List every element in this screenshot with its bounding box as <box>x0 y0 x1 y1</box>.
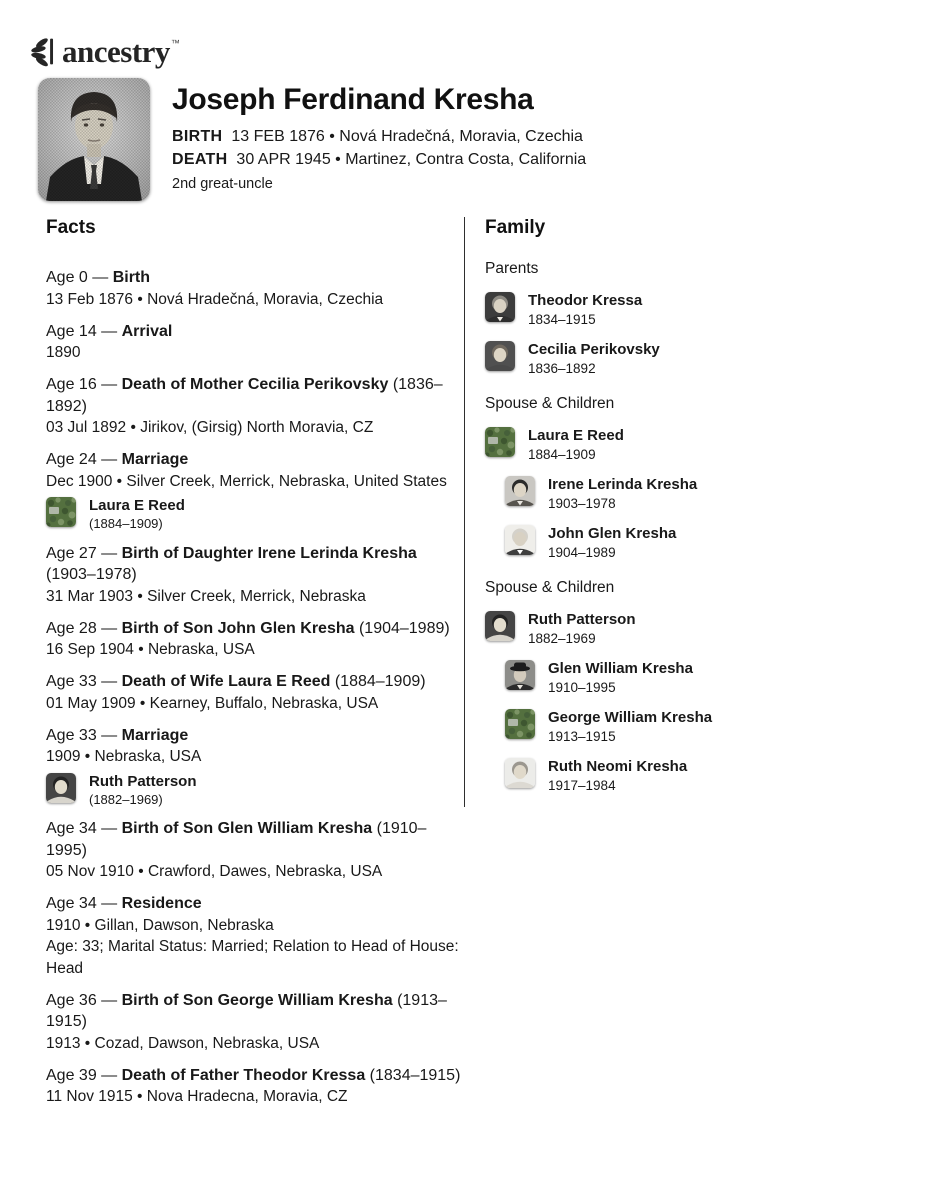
fact-item <box>46 1065 464 1108</box>
family-member-dates: 1913–1915 <box>548 729 616 744</box>
fact-item <box>46 543 464 608</box>
family-member-dates: 1903–1978 <box>548 496 616 511</box>
fact-person-dates: (1882–1969) <box>89 791 163 807</box>
family-member-text <box>528 611 636 647</box>
fact-detail: 16 Sep 1904 • Nebraska, USA <box>46 641 255 658</box>
facts-list <box>46 267 464 1108</box>
family-member-row <box>485 341 865 377</box>
family-group-label: Spouse & Children <box>485 579 615 596</box>
person-photo-thumbnail <box>505 525 535 555</box>
fact-item <box>46 618 464 661</box>
facts-section <box>46 217 464 1118</box>
fact-item <box>46 725 464 808</box>
fact-detail: 05 Nov 1910 • Crawford, Dawes, Nebraska, USA <box>46 863 383 880</box>
death-label: DEATH <box>172 150 228 168</box>
fact-detail: 1909 • Nebraska, USA <box>46 748 202 765</box>
fact-title: Age 33 — Death of Wife Laura E Reed (1884–1909) <box>46 673 426 690</box>
fact-detail: 1890 <box>46 344 81 361</box>
fact-detail: 1913 • Cozad, Dawson, Nebraska, USA <box>46 1034 320 1052</box>
fact-title: Age 28 — Birth of Son John Glen Kresha (1904–1989) <box>46 619 450 637</box>
person-photo-thumbnail <box>505 758 535 788</box>
fact-item <box>46 818 464 883</box>
fact-detail: 01 May 1909 • Kearney, Buffalo, Nebraska, USA <box>46 694 379 712</box>
fact-detail: 03 Jul 1892 • Jirikov, (Girsig) North Moravia, CZ <box>46 419 374 436</box>
family-member-row <box>505 758 865 794</box>
person-vitals <box>172 78 586 201</box>
profile-photo <box>38 78 150 201</box>
family-member-row <box>485 611 865 647</box>
family-member-row <box>505 525 865 561</box>
fact-title: Age 34 — Birth of Son Glen William Kresha (1910–1995) <box>46 820 427 859</box>
family-member-text <box>548 758 687 794</box>
family-member-text <box>548 525 676 561</box>
death-value: 30 APR 1945 • Martinez, Contra Costa, California <box>236 150 587 168</box>
family-member-name: Irene Lerinda Kresha <box>548 476 698 493</box>
page-title: Joseph Ferdinand Kresha <box>172 83 534 116</box>
fact-person-text <box>89 497 185 532</box>
fact-title: Age 33 — Marriage <box>46 726 189 744</box>
family-group-label: Parents <box>485 260 539 277</box>
family-member-text <box>548 709 712 745</box>
family-list <box>485 260 865 794</box>
birth-fact-line <box>172 125 586 148</box>
family-member-row <box>505 709 865 745</box>
birth-label: BIRTH <box>172 127 223 145</box>
family-member-name: Laura E Reed <box>528 427 624 444</box>
fact-item <box>46 671 464 714</box>
family-member-row <box>505 476 865 512</box>
family-section <box>464 217 865 807</box>
family-member-dates: 1910–1995 <box>548 680 616 695</box>
fact-person <box>46 497 464 532</box>
fact-detail: Dec 1900 • Silver Creek, Merrick, Nebraska, United States <box>46 472 447 490</box>
family-member-name: Ruth Patterson <box>528 611 636 628</box>
family-member-name: Ruth Neomi Kresha <box>548 758 688 775</box>
family-member-text <box>548 476 697 512</box>
fact-item <box>46 321 464 364</box>
person-photo-thumbnail <box>505 476 535 506</box>
person-header <box>38 78 926 201</box>
family-member-dates: 1884–1909 <box>528 447 596 462</box>
person-photo-thumbnail <box>46 497 76 527</box>
fact-person-dates: (1884–1909) <box>89 516 163 531</box>
family-group-label: Spouse & Children <box>485 395 615 412</box>
person-photo-thumbnail <box>485 611 515 641</box>
family-member-name: George William Kresha <box>548 709 713 726</box>
person-photo-thumbnail <box>485 292 515 322</box>
fact-item <box>46 449 464 532</box>
fact-detail: 1910 • Gillan, Dawson, Nebraska <box>46 916 274 934</box>
fact-item <box>46 374 464 439</box>
fact-title: Age 24 — Marriage <box>46 451 189 468</box>
fact-item <box>46 267 464 310</box>
fact-detail: 11 Nov 1915 • Nova Hradecna, Moravia, CZ <box>46 1088 348 1105</box>
family-member-name: Cecilia Perikovsky <box>528 341 660 358</box>
ancestry-leaf-icon <box>29 36 60 67</box>
facts-heading: Facts <box>46 217 96 238</box>
fact-item <box>46 990 464 1055</box>
family-member-dates: 1834–1915 <box>528 312 596 327</box>
person-photo-thumbnail <box>505 660 535 690</box>
fact-title: Age 16 — Death of Mother Cecilia Perikovsky (1836–1892) <box>46 376 443 415</box>
family-member-text <box>548 660 693 696</box>
birth-value: 13 FEB 1876 • Nová Hradečná, Moravia, Czechia <box>231 127 583 145</box>
family-member-row <box>505 660 865 696</box>
family-member-text <box>528 292 642 328</box>
ancestry-logo <box>29 34 926 68</box>
family-member-text <box>528 341 660 377</box>
person-photo-thumbnail <box>485 427 515 457</box>
family-member-dates: 1904–1989 <box>548 545 616 560</box>
family-member-dates: 1917–1984 <box>548 778 616 793</box>
fact-item <box>46 893 464 979</box>
family-member-dates: 1882–1969 <box>528 631 596 646</box>
family-member-row <box>485 292 865 328</box>
fact-person-name: Ruth Patterson <box>89 772 197 790</box>
person-photo-thumbnail <box>46 773 76 803</box>
fact-detail: 31 Mar 1903 • Silver Creek, Merrick, Nebraska <box>46 587 366 605</box>
person-photo-thumbnail <box>505 709 535 739</box>
fact-person <box>46 773 464 808</box>
main-content <box>46 217 926 1118</box>
family-member-text <box>528 427 624 463</box>
fact-person-name: Laura E Reed <box>89 497 185 514</box>
family-member-row <box>485 427 865 463</box>
family-member-name: Theodor Kressa <box>528 292 643 309</box>
fact-title: Age 34 — Residence <box>46 895 202 912</box>
trademark-symbol: ™ <box>170 38 180 48</box>
family-heading: Family <box>485 217 546 238</box>
person-photo-thumbnail <box>485 341 515 371</box>
fact-title: Age 39 — Death of Father Theodor Kressa (1834–1915) <box>46 1066 461 1084</box>
family-member-dates: 1836–1892 <box>528 361 596 376</box>
relationship-label: 2nd great-uncle <box>172 175 273 192</box>
fact-title: Age 0 — Birth <box>46 269 151 286</box>
fact-title: Age 14 — Arrival <box>46 322 173 340</box>
fact-detail: 13 Feb 1876 • Nová Hradečná, Moravia, Czechia <box>46 290 384 308</box>
ancestry-wordmark: ancestry <box>62 33 170 69</box>
death-fact-line <box>172 148 586 171</box>
fact-title: Age 27 — Birth of Daughter Irene Lerinda Kresha (1903–1978) <box>46 544 417 583</box>
fact-person-text <box>89 773 197 808</box>
family-member-name: Glen William Kresha <box>548 660 693 677</box>
fact-detail-extra: Age: 33; Marital Status: Married; Relation to Head of House: Head <box>46 938 459 977</box>
family-member-name: John Glen Kresha <box>548 525 677 542</box>
fact-title: Age 36 — Birth of Son George William Kresha (1913–1915) <box>46 991 447 1030</box>
